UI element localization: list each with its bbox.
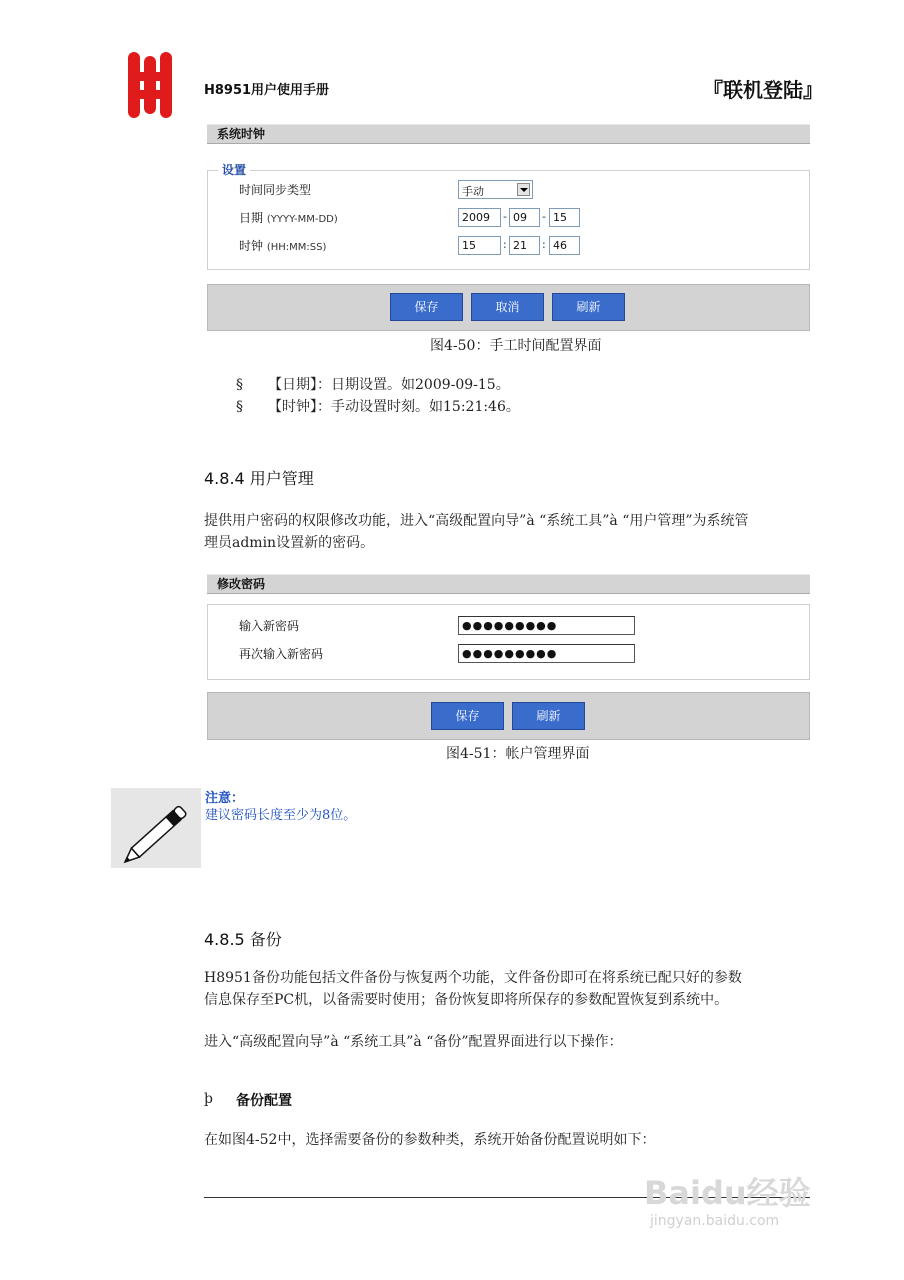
paragraph: 在如图4-52中，选择需要备份的参数种类，系统开始备份配置说明如下： xyxy=(204,1132,656,1148)
time-separator: : xyxy=(542,238,546,251)
h-logo-icon xyxy=(126,52,174,118)
new-password-label: 输入新密码 xyxy=(239,619,300,633)
paragraph: H8951备份功能包括文件备份与恢复两个功能，文件备份即可在将系统已配只好的参数 xyxy=(204,970,742,986)
paragraph: 信息保存至PC机，以备需要时使用；备份恢复即将所保存的参数配置恢复到系统中。 xyxy=(204,992,729,1008)
sub-bullet-mark: þ xyxy=(204,1091,213,1107)
confirm-password-label: 再次输入新密码 xyxy=(239,647,324,661)
time-separator: : xyxy=(503,238,507,251)
refresh-button[interactable]: 刷新 xyxy=(512,702,585,730)
cancel-button[interactable]: 取消 xyxy=(471,293,544,321)
section-title: 『联机登陆』 xyxy=(703,78,823,102)
date-day-input[interactable]: 15 xyxy=(549,208,580,227)
date-month-input[interactable]: 09 xyxy=(509,208,540,227)
save-button[interactable]: 保存 xyxy=(431,702,504,730)
bullet-text: 【时钟】：手动设置时刻。如15:21:46。 xyxy=(268,399,520,415)
figure-caption: 图4-50：手工时间配置界面 xyxy=(430,338,602,354)
new-password-input[interactable]: ●●●●●●●●● xyxy=(458,616,635,635)
date-separator: - xyxy=(542,210,546,223)
password-button-bar xyxy=(207,692,810,740)
date-separator: - xyxy=(503,210,507,223)
section-heading: 4.8.5 备份 xyxy=(204,930,282,949)
sync-type-select[interactable] xyxy=(458,180,533,199)
date-year-input[interactable]: 2009 xyxy=(458,208,501,227)
chevron-down-icon[interactable] xyxy=(517,183,530,196)
bullet-mark: § xyxy=(236,377,243,393)
time-hour-input[interactable]: 15 xyxy=(458,236,501,255)
bullet-text: 【日期】：日期设置。如2009-09-15。 xyxy=(268,377,510,393)
watermark-url: jingyan.baidu.com xyxy=(650,1213,780,1229)
time-label: 时钟 (HH:MM:SS) xyxy=(239,239,327,253)
time-minute-input[interactable]: 21 xyxy=(509,236,540,255)
sync-type-value: 手动 xyxy=(462,185,484,198)
section-heading: 4.8.4 用户管理 xyxy=(204,469,314,488)
password-panel-title: 修改密码 xyxy=(207,574,810,594)
watermark-brand: Baidu经验 xyxy=(644,1174,811,1212)
date-label: 日期 (YYYY-MM-DD) xyxy=(239,211,338,225)
figure-caption: 图4-51：帐户管理界面 xyxy=(446,746,590,762)
bullet-mark: § xyxy=(236,399,243,415)
doc-title: H8951用户使用手册 xyxy=(204,83,330,98)
refresh-button[interactable]: 刷新 xyxy=(552,293,625,321)
paragraph: 进入“高级配置向导”à “系统工具”à “备份”配置界面进行以下操作： xyxy=(204,1034,623,1050)
clock-panel-title: 系统时钟 xyxy=(207,124,810,144)
sub-heading: 备份配置 xyxy=(236,1093,292,1109)
paragraph: 理员admin设置新的密码。 xyxy=(204,535,375,551)
note-text: 建议密码长度至少为8位。 xyxy=(205,808,357,823)
settings-legend: 设置 xyxy=(218,161,250,178)
paragraph: 提供用户密码的权限修改功能，进入“高级配置向导”à “系统工具”à “用户管理”为系统管 xyxy=(204,513,749,529)
note-title: 注意： xyxy=(205,791,245,806)
save-button[interactable]: 保存 xyxy=(390,293,463,321)
time-second-input[interactable]: 46 xyxy=(549,236,580,255)
sync-type-label: 时间同步类型 xyxy=(239,183,312,197)
pencil-icon xyxy=(111,788,201,868)
confirm-password-input[interactable]: ●●●●●●●●● xyxy=(458,644,635,663)
